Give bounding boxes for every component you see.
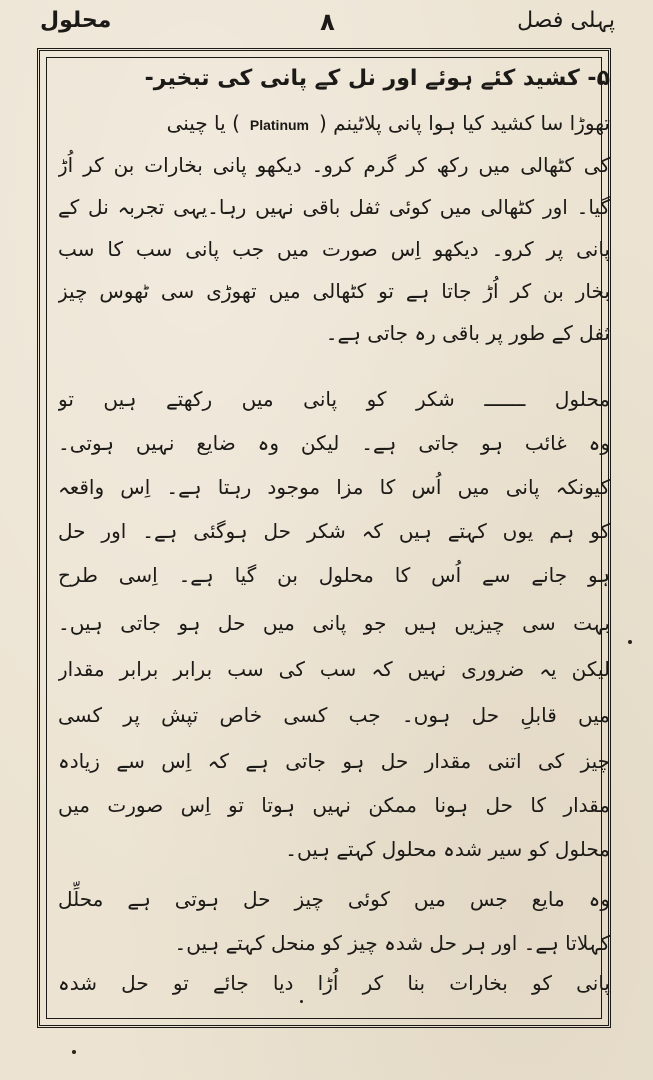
text-line: چیز کی اتنی مقدار حل ہو جاتی ہے کہ اِس سے زیادہ: [58, 749, 610, 773]
text-line: پانی کو بخارات بنا کر اُڑا دیا جائے تو حل شدہ: [58, 971, 610, 995]
text-line: کہلاتا ہے۔ اور ہر حل شدہ چیز کو منحل کہتے ہیں۔: [174, 931, 610, 955]
text-fragment: تھوڑا سا کشید کیا ہوا پانی پلاٹینم (: [319, 111, 610, 135]
text-line: میں قابلِ حل ہوں۔ جب کسی خاص تپش پر کسی: [58, 703, 610, 727]
text-line: وہ غائب ہو جاتی ہے۔ لیکن وہ ضایع نہیں ہوتی۔: [58, 431, 610, 455]
text-line: لیکن یہ ضروری نہیں کہ سب کی سب برابر برابر مقدار: [58, 657, 610, 681]
text-line: ہو جانے سے اُس کا محلول بن گیا ہے۔ اِسی طرح: [58, 563, 610, 587]
experiment-heading: ۵- کشید کئے ہوئے اور نل کے پانی کی تبخیر-: [144, 66, 610, 91]
latin-term: Platinum: [249, 117, 309, 133]
text-line: ثفل کے طور پر باقی رہ جاتی ہے۔: [325, 321, 610, 345]
text-fragment: ) یا چینی: [166, 111, 240, 135]
section-title: محلول: [40, 8, 112, 33]
text-line: کو ہم یوں کہتے ہیں کہ شکر حل ہوگئی ہے۔ اور حل: [58, 519, 610, 543]
section-heading-line: محلول ـــــــ شکر کو پانی میں رکھتے ہیں تو: [58, 387, 610, 411]
text-line: بخار بن کر اُڑ جاتا ہے تو کٹھالی میں تھوڑی سی ٹھوس چیز: [58, 279, 610, 303]
text-line: محلول کو سیر شدہ محلول کہتے ہیں۔: [285, 837, 610, 861]
ink-speck: [628, 640, 632, 644]
page-header: [40, 6, 615, 42]
ink-speck: [300, 1000, 303, 1003]
text-line: گیا۔ اور کٹھالی میں کوئی ثفل باقی نہیں رہا۔یہی تجربہ نل کے: [58, 195, 610, 219]
text-line: پانی پر کرو۔ دیکھو اِس صورت میں جب پانی سب کا سب: [58, 237, 610, 261]
text-line: [58, 104, 610, 142]
text-line: مقدار کا حل ہونا ممکن نہیں ہوتا تو اِس صورت میں: [58, 793, 610, 817]
chapter-title: پہلی فصل: [517, 8, 615, 33]
text-line: کیونکہ پانی میں اُس کا مزا موجود رہتا ہے۔ اِس واقعہ: [58, 475, 610, 499]
definition-line: وہ مایع جس میں کوئی چیز حل ہوتی ہے محلِّل: [58, 887, 610, 911]
ink-speck: [72, 1050, 76, 1054]
page-number: ۸: [320, 8, 335, 36]
text-line: کی کٹھالی میں رکھ کر گرم کرو۔ دیکھو پانی بخارات بن کر اُڑ: [58, 153, 610, 177]
text-line: بہت سی چیزیں ہیں جو پانی میں حل ہو جاتی ہیں۔: [58, 611, 610, 635]
